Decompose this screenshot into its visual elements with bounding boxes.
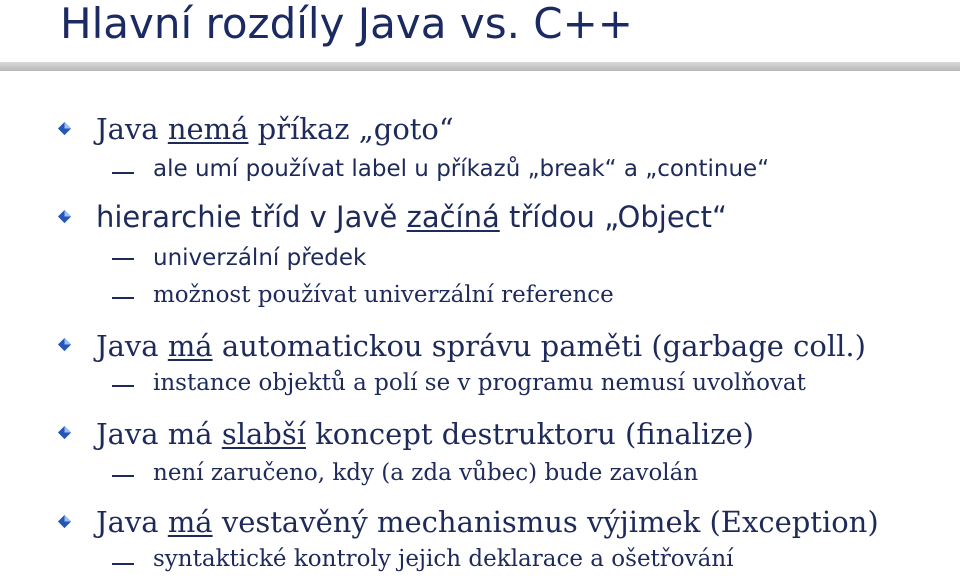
slide-title: Hlavní rozdíly Java vs. C++ xyxy=(60,0,633,48)
bullet-item xyxy=(96,112,454,146)
bullet-text: vestavěný mechanismus výjimek (Exception) xyxy=(212,505,879,539)
sub-item: syntaktické kontroly jejich deklarace a ošetřování xyxy=(153,546,734,572)
bullet-item xyxy=(96,200,727,234)
dash-bullet-icon xyxy=(112,172,134,174)
underlined-word: má xyxy=(167,505,213,539)
bullet-text: koncept destruktoru (finalize) xyxy=(306,417,754,451)
bullet-text: automatickou správu paměti (garbage coll.) xyxy=(212,329,866,363)
dash-bullet-icon xyxy=(112,385,134,387)
underlined-word: má xyxy=(167,329,213,363)
diamond-bullet-icon xyxy=(57,514,72,529)
sub-item: instance objektů a polí se v programu nemusí uvolňovat xyxy=(153,370,806,396)
bullet-item xyxy=(96,505,879,539)
sub-item: ale umí používat label u příkazů „break“ a „continue“ xyxy=(153,156,770,182)
diamond-bullet-icon xyxy=(57,337,72,352)
dash-bullet-icon xyxy=(112,297,134,299)
bullet-text: třídou „Object“ xyxy=(499,200,727,234)
sub-item: možnost používat univerzální reference xyxy=(153,282,614,308)
bullet-text: příkaz „goto“ xyxy=(248,112,454,146)
diamond-bullet-icon xyxy=(57,121,72,136)
diamond-bullet-icon xyxy=(57,209,72,224)
bullet-item xyxy=(96,417,754,451)
dash-bullet-icon xyxy=(112,563,134,565)
title-underline-bar xyxy=(0,62,960,71)
bullet-text: hierarchie tříd v Javě xyxy=(96,200,407,234)
dash-bullet-icon xyxy=(112,475,134,477)
diamond-bullet-icon xyxy=(57,425,72,440)
bullet-text: Java xyxy=(96,329,168,363)
bullet-text: Java xyxy=(96,505,168,539)
sub-item: univerzální předek xyxy=(153,245,367,271)
underlined-word: začíná xyxy=(406,200,500,234)
bullet-text: Java má xyxy=(96,417,222,451)
dash-bullet-icon xyxy=(112,258,134,260)
bullet-text: Java xyxy=(96,112,168,146)
bullet-item xyxy=(96,329,866,363)
underlined-word: nemá xyxy=(167,112,249,146)
underlined-word: slabší xyxy=(221,417,306,451)
sub-item: není zaručeno, kdy (a zda vůbec) bude zavolán xyxy=(153,460,699,486)
